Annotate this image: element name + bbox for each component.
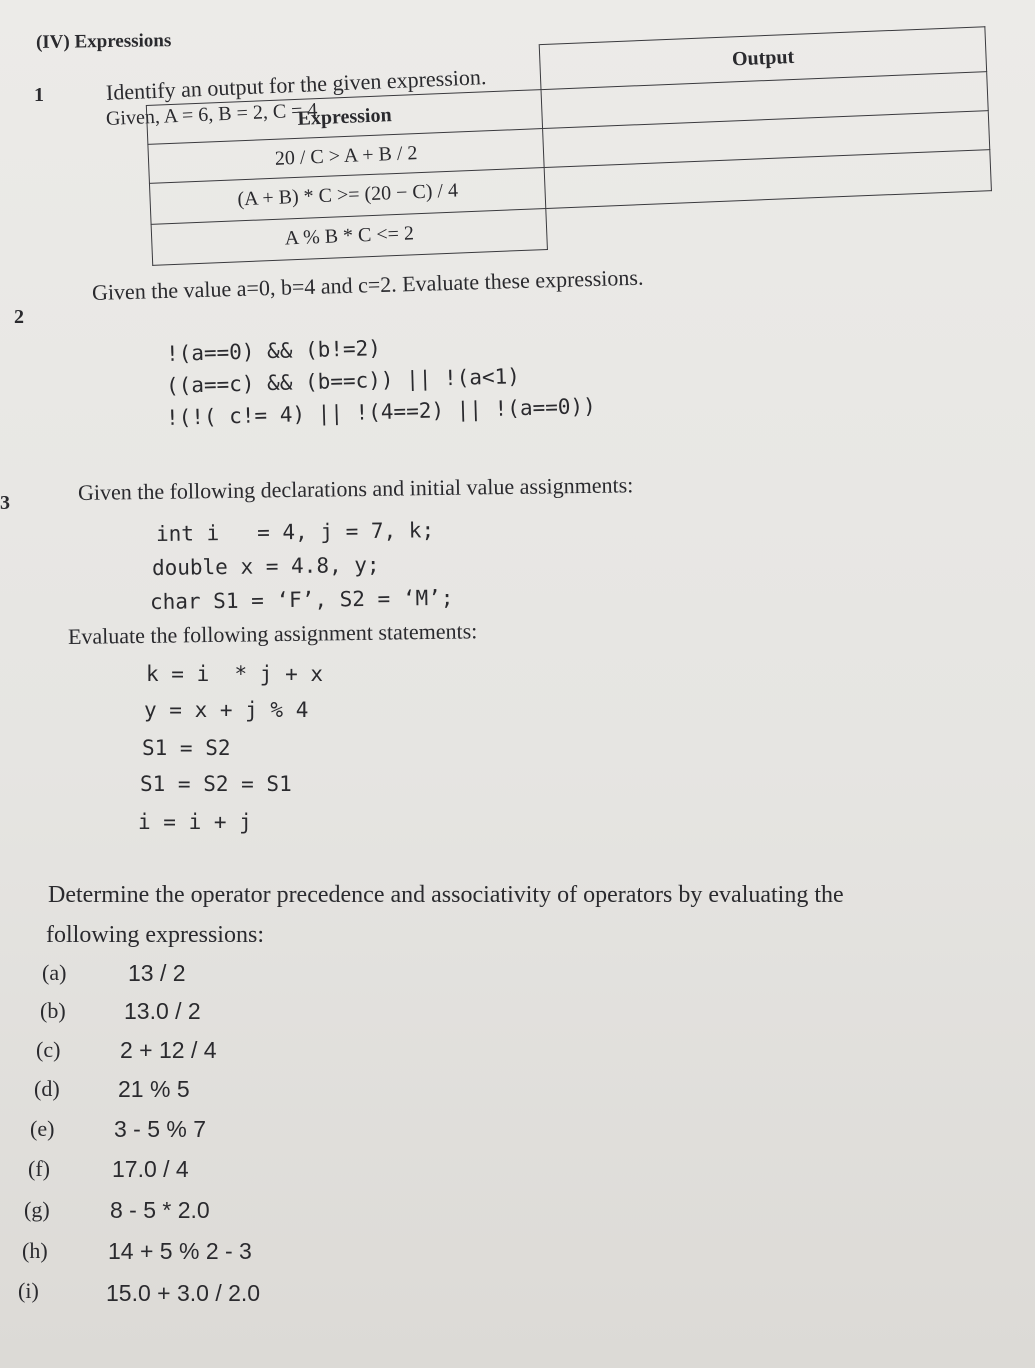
question-4-text-line1: Determine the operator precedence and associativity of operators by evaluating the bbox=[48, 882, 844, 908]
table-row-expression: 20 / C > A + B / 2 bbox=[148, 129, 545, 184]
list-item-label: (e) bbox=[30, 1116, 55, 1141]
table-row-expression: (A + B) * C >= (20 − C) / 4 bbox=[149, 167, 546, 224]
code-line: !(a==0) && (b!=2) bbox=[165, 336, 382, 366]
assignment-statement: i = i + j bbox=[138, 810, 252, 834]
list-item-expression: 21 % 5 bbox=[118, 1076, 190, 1102]
code-line: !(!( c!= 4) || !(4==2) || !(a==0)) bbox=[165, 394, 597, 430]
list-item-expression: 15.0 + 3.0 / 2.0 bbox=[106, 1280, 261, 1306]
table-header-output: Output bbox=[539, 27, 986, 90]
list-item-label: (h) bbox=[22, 1238, 48, 1263]
list-item-expression: 2 + 12 / 4 bbox=[120, 1037, 217, 1063]
question-3-text: Given the following declarations and initial value assignments: bbox=[77, 472, 634, 505]
list-item-expression: 8 - 5 * 2.0 bbox=[110, 1197, 210, 1223]
table-header-expression: Expression bbox=[146, 90, 543, 145]
table-row-expression: A % B * C <= 2 bbox=[151, 208, 548, 265]
list-item-label: (g) bbox=[24, 1197, 50, 1222]
assignment-statement: S1 = S2 bbox=[142, 736, 231, 760]
list-item-expression: 3 - 5 % 7 bbox=[114, 1116, 207, 1142]
list-item-expression: 13 / 2 bbox=[128, 960, 186, 986]
list-item-expression: 14 + 5 % 2 - 3 bbox=[108, 1238, 252, 1264]
section-title: (IV) Expressions bbox=[35, 30, 172, 53]
assignment-statement: y = x + j % 4 bbox=[144, 698, 309, 722]
question-1-number: 1 bbox=[34, 84, 44, 106]
question-3-number: 3 bbox=[0, 492, 10, 514]
declaration-line: char S1 = ‘F’, S2 = ‘M’; bbox=[149, 585, 454, 614]
list-item-label: (a) bbox=[42, 960, 67, 985]
list-item-label: (i) bbox=[18, 1278, 39, 1303]
declaration-line: int i = 4, j = 7, k; bbox=[155, 518, 435, 546]
list-item-label: (b) bbox=[40, 998, 66, 1023]
question-4-text-line2: following expressions: bbox=[46, 922, 264, 948]
assignment-statement: S1 = S2 = S1 bbox=[140, 772, 292, 796]
question-2-text: Given the value a=0, b=4 and c=2. Evaluate these expressions. bbox=[91, 264, 644, 305]
list-item-label: (d) bbox=[34, 1076, 60, 1101]
question-2-number: 2 bbox=[14, 306, 24, 328]
list-item-label: (f) bbox=[28, 1156, 50, 1181]
code-line: ((a==c) && (b==c)) || !(a<1) bbox=[165, 364, 521, 398]
question-1-instruction: Identify an output for the given expression. bbox=[105, 64, 487, 105]
expression-output-table bbox=[144, 26, 994, 266]
assignment-statement: k = i * j + x bbox=[146, 662, 324, 686]
question-1-given: Given, A = 6, B = 2, C = 4 bbox=[105, 99, 318, 130]
list-item-expression: 13.0 / 2 bbox=[124, 998, 201, 1024]
declaration-line: double x = 4.8, y; bbox=[151, 552, 380, 580]
list-item-label: (c) bbox=[36, 1037, 61, 1062]
evaluate-instruction: Evaluate the following assignment statements: bbox=[67, 618, 478, 649]
list-item-expression: 17.0 / 4 bbox=[112, 1156, 189, 1182]
